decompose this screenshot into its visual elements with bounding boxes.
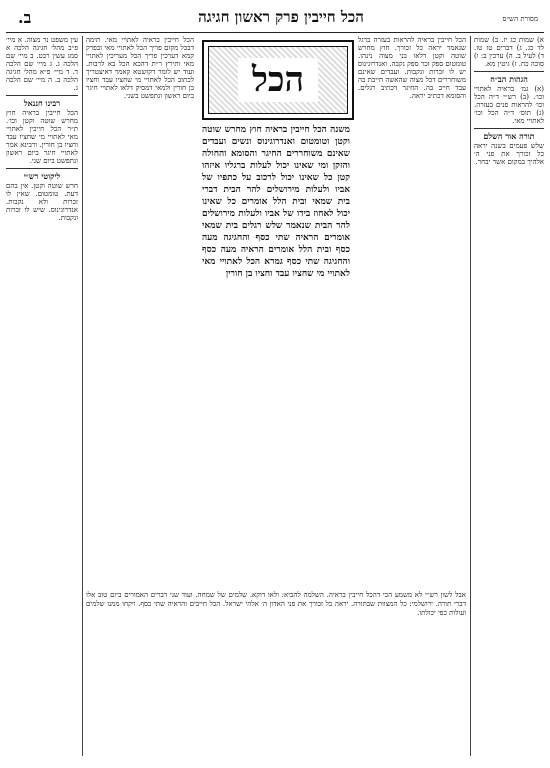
- main-text: משנה הכל חייבין בראיה חוץ מחרש שוטה וקטן וטומטום ואנדרוגינוס ונשים ועבדים שאינם משוחררים החיגר והסומא והחולה והזקן ומי שאינו יכול לעלות ברגליו איזהו קטן כל שאינו יכול לרכוב על כתפיו של אביו ולעלות מירושלים להר הבית דברי בית שמאי ובית הלל אומרים כל שאינו יכול לאחוז בידו של אביו ולעלות מירושלים להר הבית שנאמר שלש רגלים בית שמאי אומרים הראיה שתי כסף והחגיגה מעה כסף ובית הלל אומרים הראיה מעה כסף והחגיגה שתי כסף גמרא הכל לאתויי מאי לאתויי מי שחציו עבד וחציו בן חורין: [202, 125, 350, 279]
- tosafot-text: הכל חייבין בראיה לאתויי מאי. תימה דבכל מקום פריך הכל לאתויי מאי ובפרק קמא דערכין פריך הכל מעריכין לאתויי מאי ותירץ ר״ת דהכא הכל בא לרבות. ועוד יש לומר דקושטא קאמר דאיצטריך לכתוב הכל לאתויי מי שחציו עבד וחציו בן חורין ולמאי דמסיק דלאו לאתויי חיגר ביום ראשון ונתפשט בשני.: [86, 36, 194, 100]
- right-margin-column: [474, 36, 544, 756]
- talmud-page: [6, 4, 544, 764]
- left-margin-column: [6, 36, 78, 756]
- page-title: הכל חייבין פרק ראשון חגיגה: [198, 8, 364, 26]
- page-number: ב.: [18, 8, 32, 27]
- right-margin-references: א) שמות כג יז. ב) שמות לד כג. ג) דברים טז טז. ד) לעיל ב. ה) ערכין ב: ו) סוכה כח. ז) גיטין מא.: [474, 36, 544, 68]
- column-divider: [82, 36, 83, 756]
- main-text-column: [202, 124, 350, 424]
- divider: [6, 95, 78, 96]
- bottom-commentary: [86, 584, 466, 760]
- column-divider: [470, 36, 471, 756]
- header-corner-label: מסורת הש״ס: [502, 15, 538, 23]
- left-margin-commentary-2: חרש שוטה וקטן. אין בהם דעת. טומטום. שאין לו זכרות ולא נקבות. אנדרוגינוס. שיש לו זכרות ונקבות.: [6, 182, 78, 222]
- tosafot-column: [86, 36, 194, 576]
- bottom-commentary-text: אבל לשון רש״י לא משמע הכי דהכל חייבין בראיה. השלמה להביא: ולאו דוקא. שלמים של שמחה. ועוד שני דברים האמורים ביום טוב אלו דברי תורה. ירושלמי: כל המצוות שבתורה. יראה כל זכורך את פני האדון ה׳ אלהי ישראל. הכל חייבים והראיה שתי כסף. ויקחו ממנו שלמים ועולות כפי יכולתו.: [86, 591, 466, 617]
- right-margin-heading-2: תורה אור השלם: [483, 131, 535, 141]
- left-margin-commentary: הכל חייבין בראיה חוץ מחרש שוטה וקטן וכו׳. ת״ר הכל חייבין לאתויי מאי לאתויי מי שחציו עבד וחציו בן חורין. ורבינא אמר לאתויי חיגר ביום ראשון ונתפשט ביום שני.: [6, 109, 78, 165]
- right-margin-heading: הגהות הב״ח: [490, 74, 528, 84]
- rashi-column: [358, 36, 466, 576]
- left-margin-heading-2: ליקוטי רש״י: [23, 171, 61, 181]
- right-margin-notes-2: שלש פעמים בשנה יראה כל זכורך את פני ה׳ אלהיך במקום אשר יבחר.: [474, 142, 544, 166]
- left-margin-references: עין משפט נר מצוה. א מיי׳ פ״ב מהל׳ חגיגה הלכה א סמג עשין רכט. ב מיי׳ שם הלכה ג. ג מיי׳ שם הלכה ד. ד מיי׳ פ״א מהל׳ חגיגה הלכה ב. ה מיי׳ שם הלכה ג.: [6, 36, 78, 92]
- page-header: [6, 6, 544, 32]
- right-margin-notes: (א) גמ׳ בראיה לאתויי וכו׳. (ב) רש״י ד״ה הכל וכו׳ להראות פנים בעזרה. (ג) תוס׳ ד״ה הכל וכו׳ לאתויי מאי.: [474, 85, 544, 125]
- left-margin-heading: רבינו חננאל: [23, 98, 61, 108]
- rashi-text: הכל חייבין בראיה להראות בעזרה ברגל שנאמר יראה כל זכורך. חוץ מחרש שוטה וקטן דלאו בני מצוה נינהו. טומטום ספק זכר ספק נקבה. ואנדרוגינוס יש לו זכרות ונקבות. ועבדים שאינם משוחררים דכל מצוה שהאשה חייבת בה עבד חייב בה. החיגר דכתיב רגלים. והסומא דכתיב יראה.: [358, 36, 466, 100]
- divider: [474, 71, 544, 72]
- divider: [474, 128, 544, 129]
- opening-word-box: [202, 40, 354, 120]
- divider: [6, 168, 78, 169]
- opening-word: הכל: [238, 58, 318, 102]
- header-rule: [6, 32, 544, 33]
